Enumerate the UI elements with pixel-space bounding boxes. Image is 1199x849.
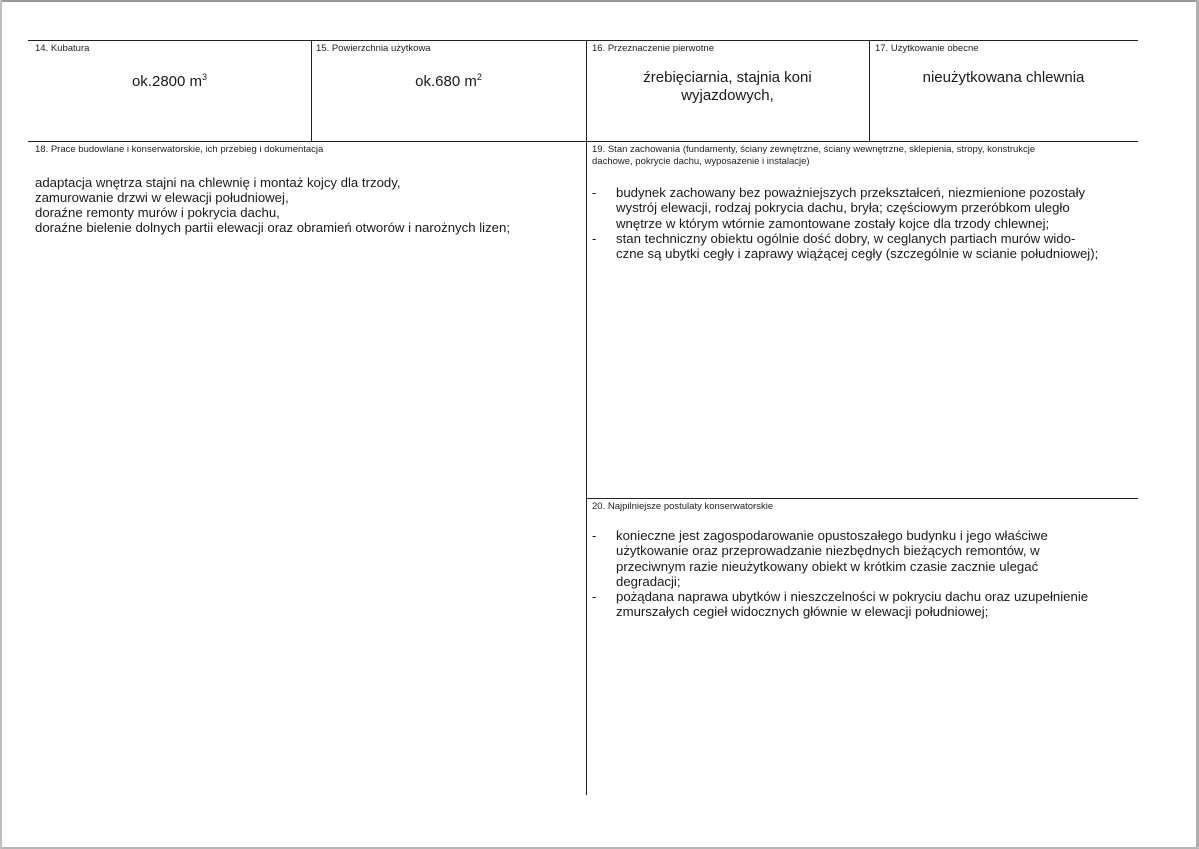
przeznaczenie-value: źrebięciarnia, stajnia koni wyjazdowych, [643,69,812,104]
powierzchnia-label: 15. Powierzchnia użytkowa [316,43,431,54]
list-item: - pożądana naprawa ubytków i nieszczelności w pokryciu dachu oraz uzupełnienie zmurszałych cegieł widocznych głównie w elewacji południowej; [592,589,1089,620]
grid-line-section20 [586,498,1138,499]
prace-text: adaptacja wnętrza stajni na chlewnię i montaż kojcy dla trzody, zamurowanie drzwi w elewacji południowej, doraźne remonty murów i pokrycia dachu, doraźne bielenie dolnych partii elewacji oraz obramień otworów i narożnych lizen; [35,175,511,235]
uzytkowanie-label: 17. Użytkowanie obecne [875,43,979,54]
scan-edge-left [0,0,2,849]
grid-divider-center [586,40,587,795]
postulaty-list [592,528,1138,620]
kubatura-value: ok.2800 $m^3$ [131,72,208,90]
grid-line-row2 [28,141,1138,142]
stan-label: 19. Stan zachowania (fundamenty, ściany zewnętrzne, ściany wewnętrzne, sklepienia, stropy, konstrukcje dachowe, pokrycie dachu, wyposażenie i instalacje) [592,144,1036,167]
prace-label: 18. Prace budowlane i konserwatorskie, ich przebieg i dokumentacja [35,144,324,155]
list-item: - konieczne jest zagospodarowanie opustoszałego budynku i jego właściwe użytkowanie oraz przeprowadzanie niezbędnych bieżących remontów, w przeciwnym razie nieużytkowany obiekt w krótkim czasie zacznie ulegać degradacji; [592,528,1048,589]
stan-list [592,185,1140,261]
przeznaczenie-label: 16. Przeznaczenie pierwotne [592,43,714,54]
list-item: - stan techniczny obiektu ogólnie dość dobry, w ceglanych partiach murów wido- czne są ubytki cegły i zaprawy wiążącej cegły (szczególnie w scianie południowej); [592,230,1099,262]
grid-line-top [28,40,1138,41]
kubatura-label: 14. Kubatura [35,43,90,54]
uzytkowanie-value: nieużytkowana chlewnia [922,69,1085,86]
postulaty-label: 20. Najpilniejsze postulaty konserwatorskie [592,501,774,512]
powierzchnia-value: ok.680 $m^2$ [415,72,482,90]
grid-divider-3 [869,40,870,141]
scan-edge-top [0,0,1199,2]
list-item: - budynek zachowany bez poważniejszych przekształceń, niezmienione pozostały wystrój elewacji, rodzaj pokrycia dachu, bryła; częściowym przeróbkom uległo wnętrze w którym wtórnie zamontowane zostały kojce dla trzody chlewnej; [592,185,1086,231]
